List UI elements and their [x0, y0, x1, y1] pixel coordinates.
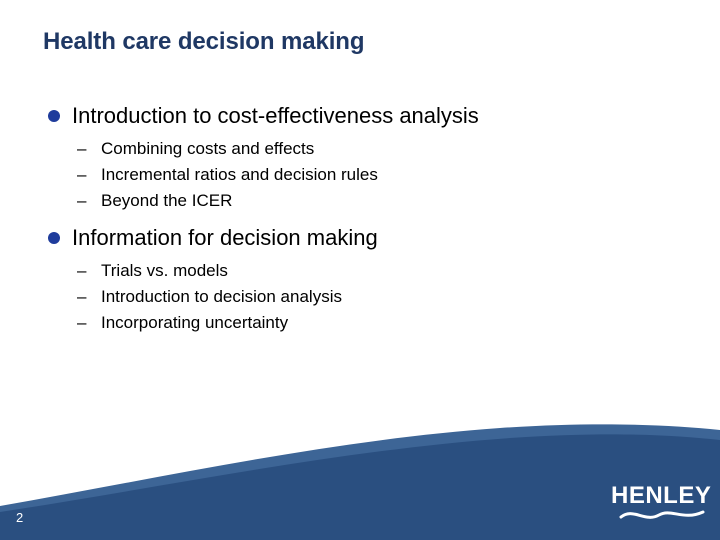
- dash-icon: –: [77, 191, 87, 210]
- slide-content: [48, 100, 688, 336]
- bullet-group-1: [48, 100, 688, 214]
- sub-item: [48, 284, 688, 310]
- sub-item-text: Incremental ratios and decision rules: [101, 165, 378, 184]
- bullet-item: [48, 222, 688, 254]
- dash-icon: –: [77, 313, 87, 332]
- sub-item-text: Incorporating uncertainty: [101, 313, 289, 332]
- sub-item-text: Beyond the ICER: [101, 191, 233, 210]
- bullet-dot-icon: [48, 110, 60, 122]
- sub-item-text: Introduction to decision analysis: [101, 287, 342, 306]
- dash-icon: –: [77, 287, 87, 306]
- sub-item: [48, 258, 688, 284]
- sub-item: [48, 188, 688, 214]
- page-number: 2: [16, 510, 24, 525]
- bullet-group-2: [48, 222, 688, 336]
- sub-item: [48, 162, 688, 188]
- sub-item: [48, 136, 688, 162]
- dash-icon: –: [77, 261, 87, 280]
- slide-title: Health care decision making: [43, 28, 365, 55]
- sub-item-text: Trials vs. models: [101, 261, 228, 280]
- bullet-text: Introduction to cost-effectiveness analysis: [72, 103, 479, 128]
- bullet-text: Information for decision making: [72, 225, 378, 250]
- logo-wave-icon: [619, 508, 705, 522]
- sub-list: [48, 258, 688, 336]
- bullet-dot-icon: [48, 232, 60, 244]
- footer-wave-band: [0, 420, 720, 540]
- sub-item-text: Combining costs and effects: [101, 139, 315, 158]
- henley-logo: HENLEY: [611, 482, 712, 509]
- sub-list: [48, 136, 688, 214]
- dash-icon: –: [77, 165, 87, 184]
- dash-icon: –: [77, 139, 87, 158]
- bullet-item: [48, 100, 688, 132]
- sub-item: [48, 310, 688, 336]
